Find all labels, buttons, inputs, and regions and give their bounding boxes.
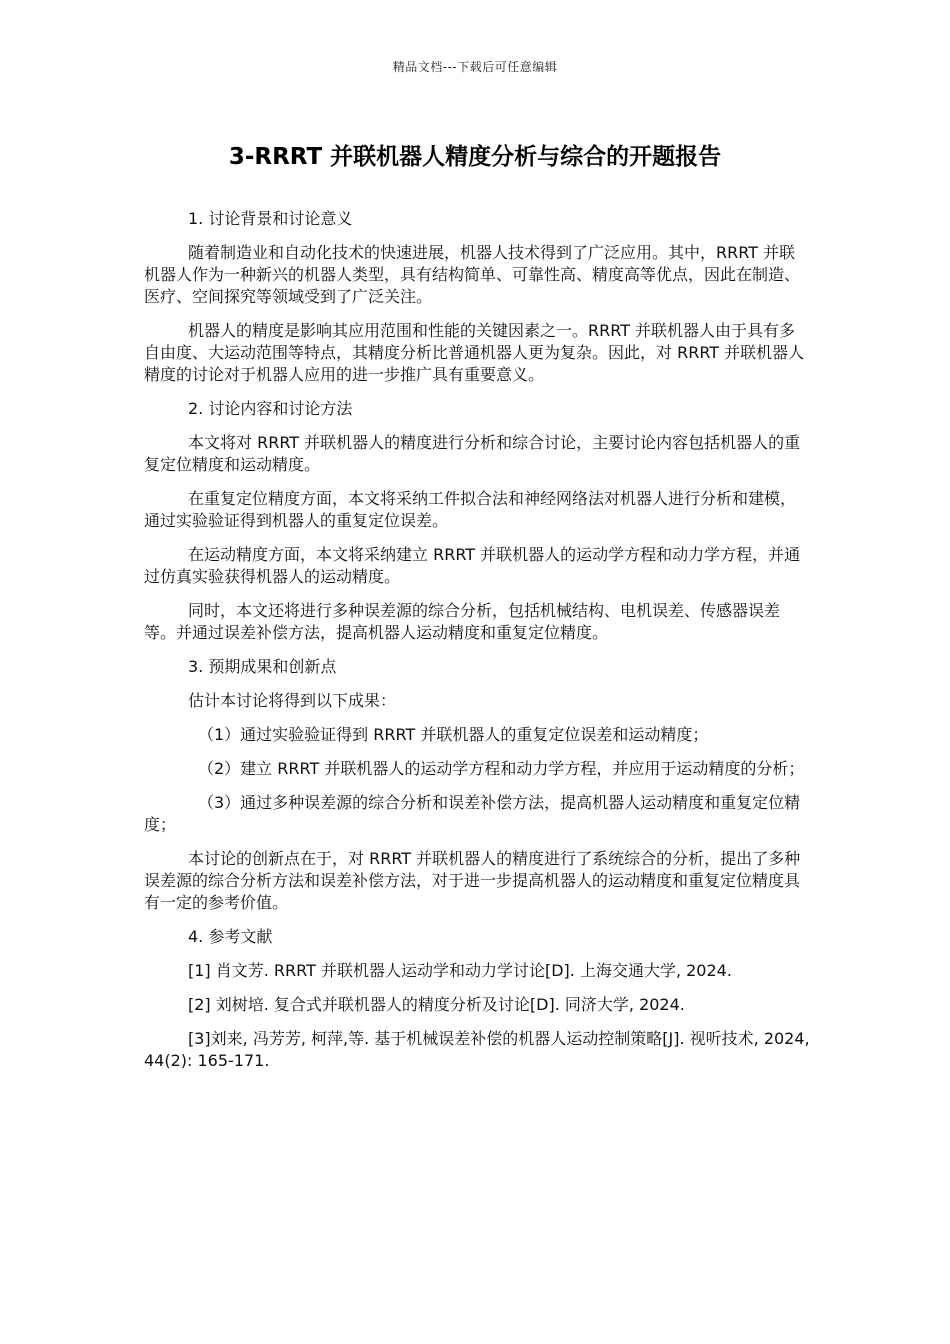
section-heading-references: 4. 参考文献 bbox=[188, 927, 273, 946]
header-note: 精品文档---下载后可任意编辑 bbox=[392, 60, 558, 74]
section-heading-expected-results: 3. 预期成果和创新点 bbox=[188, 657, 337, 676]
section-heading-content-methods: 2. 讨论内容和讨论方法 bbox=[188, 399, 353, 418]
paragraph-content-1: 本文将对 RRRT 并联机器人的精度进行分析和综合讨论，主要讨论内容包括机器人的重复定位精度和运动精度。 bbox=[144, 433, 801, 474]
paragraph-content-2: 在重复定位精度方面，本文将采纳工件拟合法和神经网络法对机器人进行分析和建模，通过实验验证得到机器人的重复定位误差。 bbox=[144, 489, 797, 530]
paragraph-content-4: 同时，本文还将进行多种误差源的综合分析，包括机械结构、电机误差、传感器误差等。并通过误差补偿方法，提高机器人运动精度和重复定位精度。 bbox=[144, 601, 781, 642]
document-title: 3-RRRT 并联机器人精度分析与综合的开题报告 bbox=[228, 144, 722, 170]
paragraph-background-2: 机器人的精度是影响其应用范围和性能的关键因素之一。RRRT 并联机器人由于具有多自由度、大运动范围等特点，其精度分析比普通机器人更为复杂。因此，对 RRRT 并联机器人精度的讨论对于机器人应用的进一步推广具有重要意义。 bbox=[144, 321, 805, 384]
reference-3: [3]刘来, 冯芳芳, 柯萍,等. 基于机械误差补偿的机器人运动控制策略[J]. 视听技术, 2024, 44(2): 165-171. bbox=[144, 1029, 810, 1070]
result-item-3: （3）通过多种误差源的综合分析和误差补偿方法，提高机器人运动精度和重复定位精度； bbox=[144, 793, 801, 834]
section-heading-background: 1. 讨论背景和讨论意义 bbox=[188, 209, 353, 228]
reference-1: [1] 肖文芳. RRRT 并联机器人运动学和动力学讨论[D]. 上海交通大学, 2024. bbox=[188, 961, 732, 980]
document-body bbox=[144, 208, 810, 1084]
result-item-2: （2）建立 RRRT 并联机器人的运动学方程和动力学方程，并应用于运动精度的分析； bbox=[198, 759, 805, 778]
paragraph-results-intro: 估计本讨论将得到以下成果： bbox=[188, 691, 397, 710]
paragraph-content-3: 在运动精度方面，本文将采纳建立 RRRT 并联机器人的运动学方程和动力学方程，并通过仿真实验获得机器人的运动精度。 bbox=[144, 545, 801, 586]
paragraph-innovation: 本讨论的创新点在于，对 RRRT 并联机器人的精度进行了系统综合的分析，提出了多种误差源的综合分析方法和误差补偿方法，对于进一步提高机器人的运动精度和重复定位精度具有一定的参考价值。 bbox=[144, 849, 801, 912]
reference-2: [2] 刘树培. 复合式并联机器人的精度分析及讨论[D]. 同济大学, 2024. bbox=[188, 995, 685, 1014]
paragraph-background-1: 随着制造业和自动化技术的快速进展，机器人技术得到了广泛应用。其中，RRRT 并联机器人作为一种新兴的机器人类型，具有结构简单、可靠性高、精度高等优点，因此在制造、医疗、空间探究等领域受到了广泛关注。 bbox=[144, 243, 801, 306]
result-item-1: （1）通过实验验证得到 RRRT 并联机器人的重复定位误差和运动精度； bbox=[198, 725, 709, 744]
